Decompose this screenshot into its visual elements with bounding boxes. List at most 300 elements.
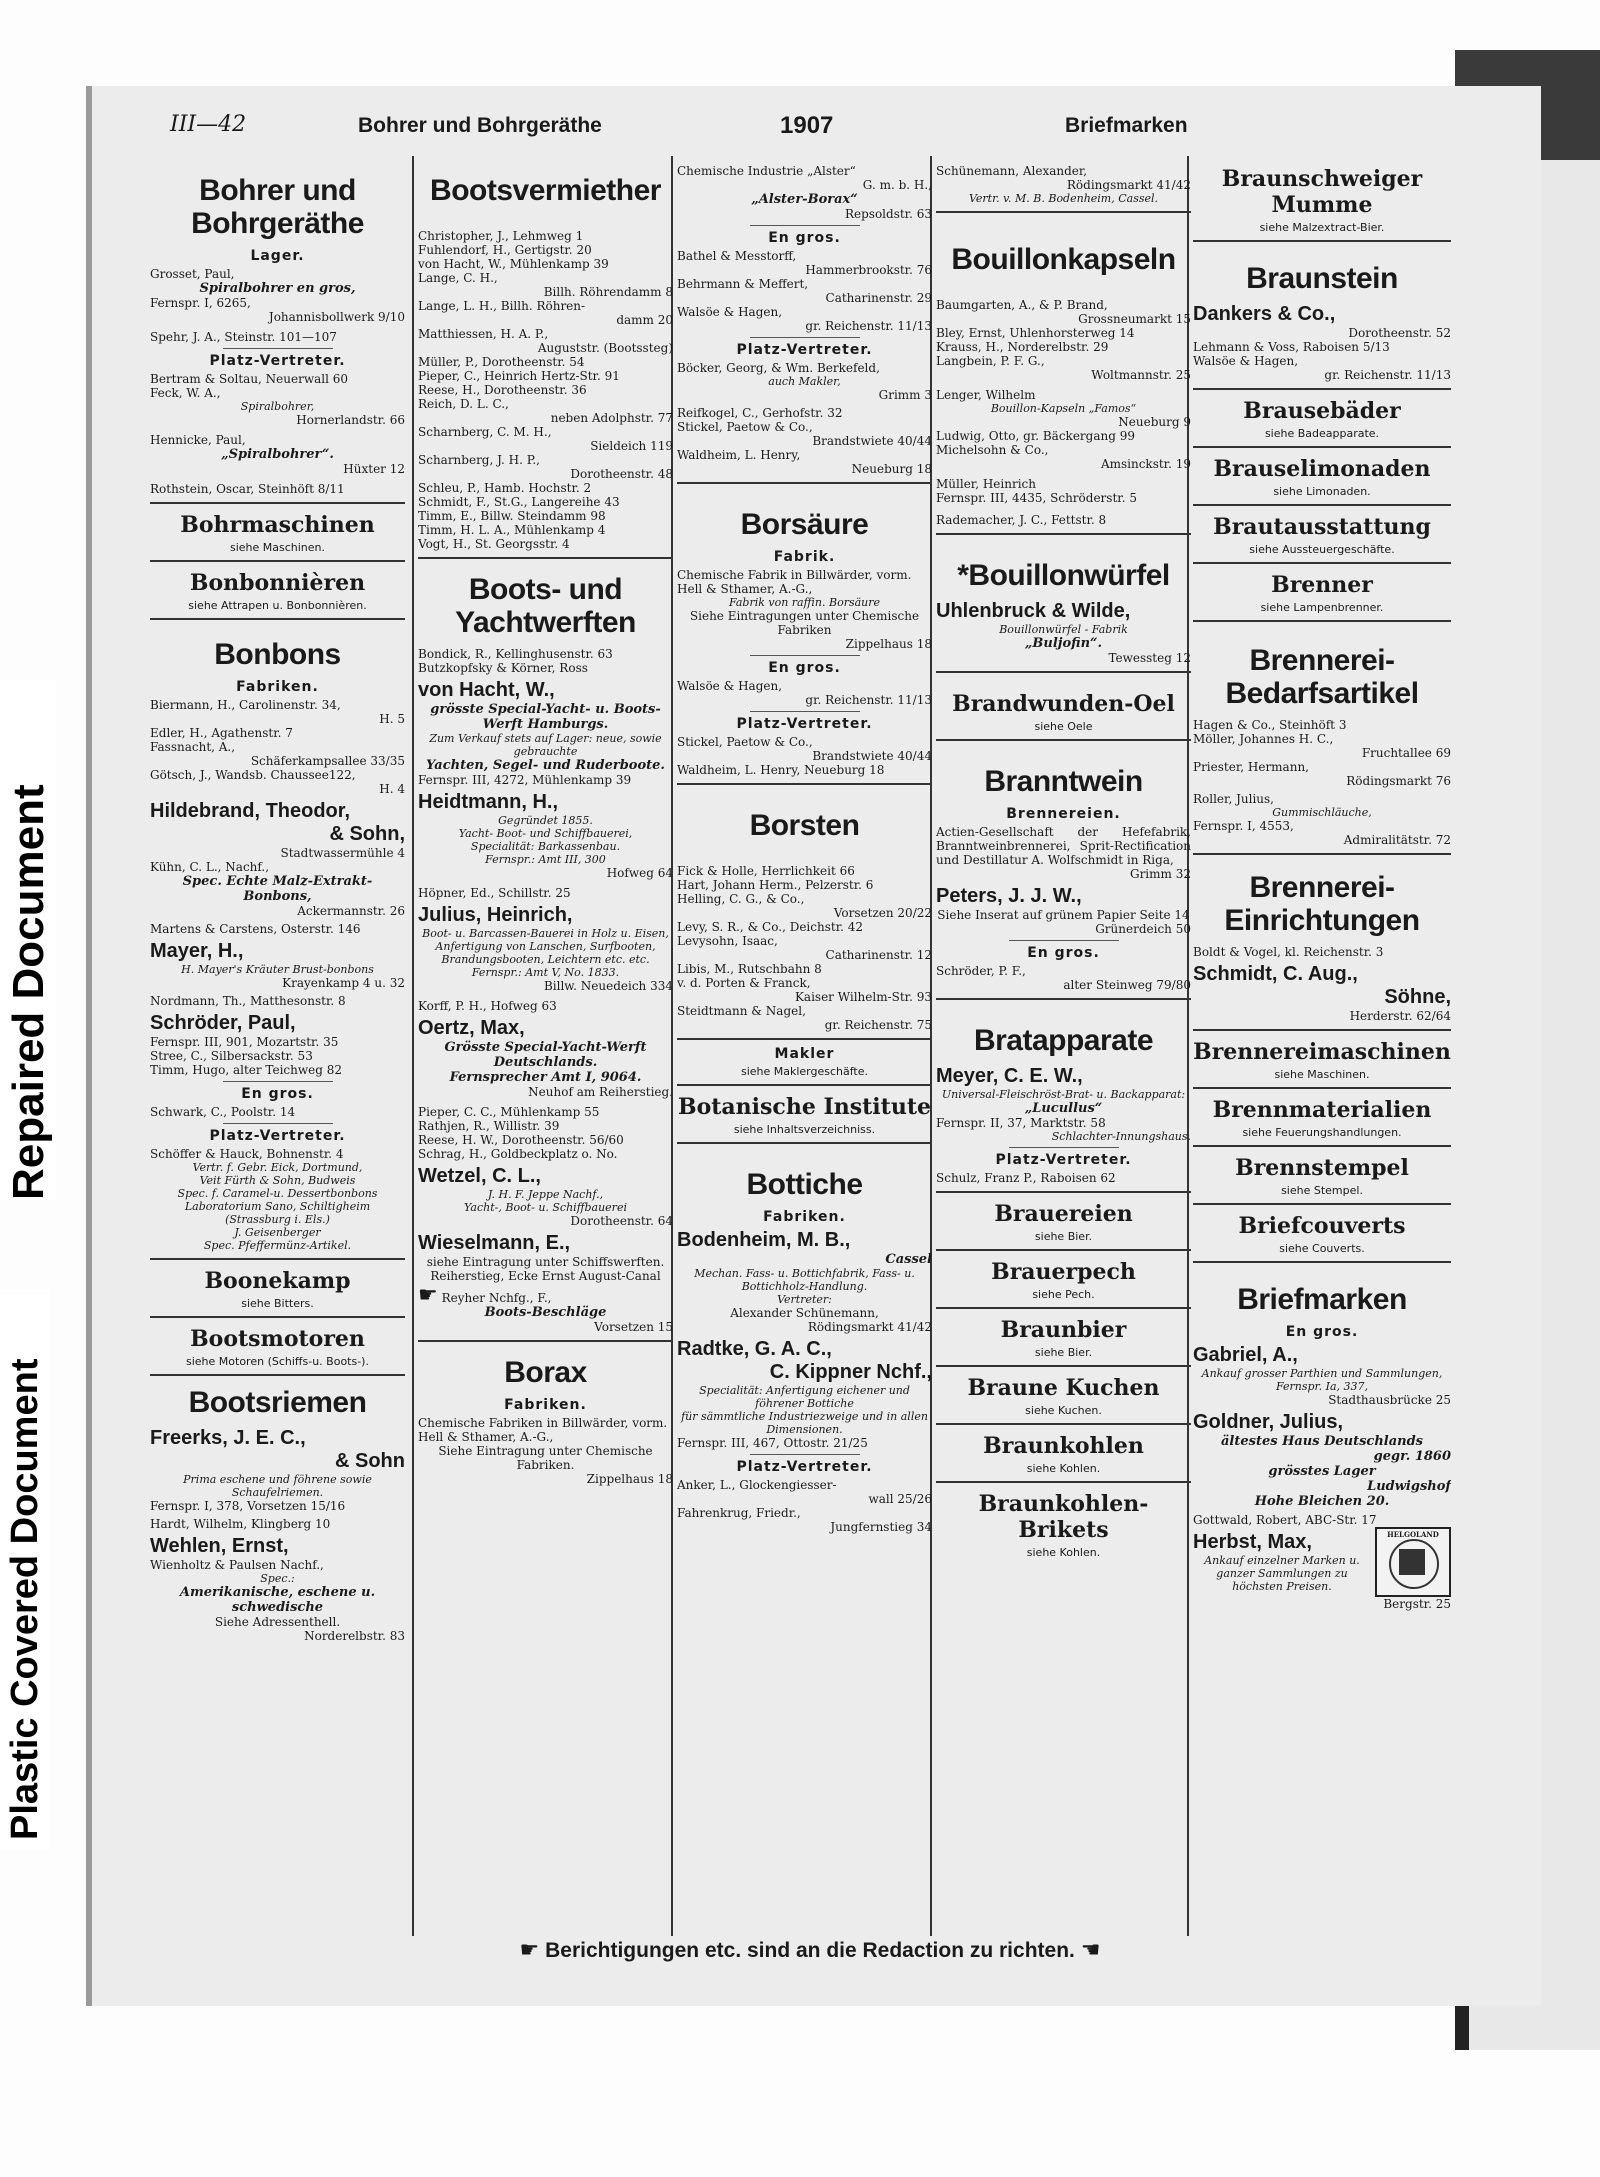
entry-specialty: Yachten, Segel- und Ruderboote. [426,758,665,773]
sub-heading: Fabriken. [236,679,319,695]
entry-note: Spec.: [260,1572,295,1585]
cross-ref-heading: Brauselimonaden [1213,456,1431,482]
sub-heading: En gros. [768,230,841,246]
sub-heading: Lager. [250,248,305,264]
pointing-hand-icon: ☛ [418,1283,438,1308]
entry-address: Hammerbrookstr. 76 [805,263,932,277]
entry: Roller, Julius, [1193,792,1274,806]
entry-specialty: Prima eschene und föhrene sowie Schaufelriemen. [183,1473,372,1499]
entry-address: Amsinckstr. 19 [1100,457,1191,471]
entry-note: Mechan. Fass- u. Bottichfabrik, Fass- u. Bottichholz-Handlung. [694,1267,915,1293]
entry-address: Zippelhaus 18 [845,637,932,651]
cross-ref: siehe Badeapparate. [1264,427,1380,440]
divider [1193,1087,1451,1089]
stamp-illustration [1375,1527,1451,1597]
divider [418,557,673,559]
column-5 [1193,156,1451,1936]
firm-name: Herbst, Max, [1193,1531,1312,1553]
entry-note: Ankauf einzelner Marken u. ganzer Sammlungen zu höchsten Preisen. [1204,1554,1360,1593]
divider [1193,504,1451,506]
firm-name: & Sohn [335,1450,405,1472]
entry: Fassnacht, A., [150,740,236,754]
entry-note: Boot- u. Barcassen-Bauerei in Holz u. Eisen, [422,927,669,940]
entry-address: Sieldeich 119 [590,439,673,453]
entry-specialty: Amerikanische, eschene u. schwedische [179,1585,376,1615]
entry: Götsch, J., Wandsb. Chaussee122, [150,768,356,782]
divider [1009,1147,1119,1148]
entry-phone: Fernspr. I, 6265, [150,296,251,310]
entry: Michelsohn & Co., [936,443,1049,457]
side-label-repaired-text: Repaired Document [4,784,53,1200]
entry-note: Fernspr.: Amt V, No. 1833. [471,966,620,979]
divider [1193,562,1451,564]
entry: von Hacht, W., Mühlenkamp 39 [418,257,609,271]
entry: Christopher, J., Lehmweg 1 [418,229,584,243]
entry-note: Universal-Fleischröst-Brat- u. Backapparat: [941,1088,1186,1101]
entry: Actien-Gesellschaft der Hefefabrik, Branntweinbrennerei, Sprit-Rectification und Destillatur A. Wolfschmidt in Riga, [936,825,1191,867]
entry-specialty: Spec. Echte Malz-Extrakt-Bonbons, [182,874,373,904]
entry-address: gr. Reichenstr. 75 [824,1018,932,1032]
entry: Wienholtz & Paulsen Nachf., [150,1558,324,1572]
divider [677,1038,932,1040]
pointing-hand-icon: ☛ [519,1938,540,1963]
firm-name: Mayer, H., [150,940,244,962]
divider [936,1423,1191,1425]
entry-address: Billw. Neuedeich 334 [543,979,673,993]
cross-ref: siehe Kuchen. [1025,1404,1102,1417]
entry-address: Fruchtallee 69 [1361,746,1451,760]
entry-address: Rödingsmarkt 41/42 [1066,178,1191,192]
divider [1193,388,1451,390]
firm-name: Heidtmann, H., [418,791,559,813]
entry-address: damm 20 [616,313,673,327]
divider [150,1374,405,1376]
entry: Biermann, H., Carolinenstr. 34, [150,698,341,712]
entry-address: gr. Reichenstr. 11/13 [805,319,932,333]
cross-ref-heading: Brennmaterialien [1212,1097,1432,1123]
entry: Spehr, J. A., Steinstr. 101—107 [150,330,337,344]
entry: Lange, C. H., [418,271,498,285]
entry-note: Zum Verkauf stets auf Lager: neue, sowie gebrauchte [429,732,662,758]
firm-name: Radtke, G. A. C., [677,1338,832,1360]
section-heading: Branntwein [984,765,1143,798]
entry-note: Spec. Pfeffermünz-Artikel. [203,1239,352,1252]
divider [936,998,1191,1000]
cross-ref-heading: Boonekamp [204,1268,351,1294]
entry: Chemische Fabrik in Billwärder, vorm. Hell & Sthamer, A.-G., [677,568,912,596]
spacer [677,850,932,864]
cross-ref-heading: Botanische Institute [678,1094,931,1120]
entry-note: auch Makler, [768,375,841,388]
entry-address: Catharinenstr. 12 [825,948,932,962]
entry: Schünemann, Alexander, [936,164,1088,178]
footer-text: Berichtigungen etc. sind an die Redaction zu richten. [545,1939,1075,1962]
firm-name: Dankers & Co., [1193,303,1336,325]
cross-ref: siehe Maschinen. [229,541,326,554]
firm-name: Goldner, Julius, [1193,1411,1344,1433]
firm-name: & Sohn, [329,823,405,845]
entry-address: Neueburg 9 [1118,415,1191,429]
side-label-plastic [0,1290,50,1850]
entry-address: Dorotheenstr. 52 [1348,326,1451,340]
entry: Lenger, Wilhelm [936,388,1036,402]
divider [936,1481,1191,1483]
firm-name: Wehlen, Ernst, [150,1535,289,1557]
entry-address: Hofweg 64 [606,866,673,880]
entry-address: Neueburg 18 [851,462,932,476]
divider [1193,620,1451,622]
entry-address: Dorotheenstr. 48 [570,467,673,481]
column-2 [418,156,673,1936]
entry-specialty: „Spiralbohrer“. [221,447,334,462]
entry-address: Neuhof am Reiherstieg. [528,1085,673,1099]
cross-ref: siehe Bier. [1034,1230,1093,1243]
entry-note: Alexander Schünemann, [730,1306,879,1320]
cross-ref: siehe Pech. [1032,1288,1095,1301]
section-heading: Bohrer und Bohrgeräthe [191,174,364,240]
firm-name: Wetzel, C. L., [418,1165,541,1187]
entry: Krauss, H., Norderelbstr. 29 [936,340,1109,354]
entry: Grosset, Paul, [150,267,235,281]
cross-ref-heading: Bootsmotoren [190,1326,365,1352]
divider [150,618,405,620]
entry-note: Siehe Eintragung unter Chemische Fabriken. [438,1444,653,1472]
section-heading: Bootsvermiether [430,174,661,207]
sub-heading: En gros. [1027,945,1100,961]
entry-note: Siehe Adressenthell. [214,1615,341,1629]
column-4 [936,156,1191,1936]
entry-address: H. 4 [379,782,405,796]
cross-ref-heading: Braunkohlen-Brikets [978,1491,1149,1543]
sub-heading: Fabrik. [773,549,836,565]
section-heading: Briefmarken [1237,1283,1407,1316]
entry-phone: Fernspr. III, 901, Mozartstr. 35 [150,1035,339,1049]
entry: Reich, D. L. C., [418,397,509,411]
entry-address: Tewessteg 12 [1108,651,1191,665]
cross-ref: siehe Kohlen. [1026,1462,1101,1475]
entry-address: G. m. b. H., [862,178,932,192]
entry: Böcker, Georg, & Wm. Berkefeld, [677,361,880,375]
entry: Stickel, Paetow & Co., [677,735,813,749]
divider [1193,240,1451,242]
entry-specialty: Grösste Special-Yacht-Werft Deutschlands. [444,1040,647,1070]
entry-note: J. H. F. Jeppe Nachf., [487,1188,604,1201]
section-heading: Brennerei-Einrichtungen [1224,871,1420,937]
entry-address: Bergstr. 25 [1383,1597,1451,1611]
entry-address: Repsoldstr. 63 [844,207,932,221]
entry-address: Auguststr. (Bootssteg) [537,341,673,355]
entry-note: Anfertigung von Lanschen, Surfbooten, [435,940,656,953]
divider [1193,446,1451,448]
entry: Walsöe & Hagen, [1193,354,1299,368]
entry: Langbein, P. F. G., [936,354,1045,368]
entry: Waldheim, L. Henry, Neueburg 18 [677,763,885,777]
sub-heading: En gros. [241,1086,314,1102]
entry: Scharnberg, C. M. H., [418,425,552,439]
divider [418,1340,673,1342]
entry: Hennicke, Paul, [150,433,246,447]
entry-address: Vorsetzen 15 [594,1320,673,1334]
divider [150,1316,405,1318]
cross-ref: siehe Limonaden. [1273,485,1371,498]
divider [936,739,1191,741]
entry-address: Brandstwiete 40/44 [812,434,932,448]
entry: Pieper, C., Heinrich Hertz-Str. 91 [418,369,620,383]
entry-address: Ackermannstr. 26 [297,904,405,918]
entry: Hagen & Co., Steinhöft 3 [1193,718,1347,732]
entry-address: Dorotheenstr. 64 [570,1214,673,1228]
sub-heading: En gros. [768,660,841,676]
entry-address: Woltmannstr. 25 [1091,368,1191,382]
section-heading: Bratapparate [973,1024,1154,1057]
entry-address: Jungfernstieg 34 [830,1520,932,1534]
cross-ref-heading: Brausebäder [1243,398,1401,424]
entry-note: Fabrik von raffin. Borsäure [728,596,881,609]
firm-name: Söhne, [1384,986,1451,1008]
entry-note: Veit Fürth & Sohn, Budweis [199,1174,356,1187]
cross-ref-heading: Braunschweiger Mumme [1221,166,1423,218]
entry: Chemische Industrie „Alster“ [677,164,856,178]
cross-ref-heading: Makler [774,1046,835,1062]
entry: Korff, P. H., Hofweg 63 [418,999,557,1013]
cross-ref-heading: Bohrmaschinen [180,512,375,538]
sub-heading: Brennereien. [1006,806,1121,822]
entry: Pieper, C. C., Mühlenkamp 55 [418,1105,600,1119]
entry-address: gr. Reichenstr. 11/13 [1324,368,1451,382]
cross-ref-heading: Briefcouverts [1238,1213,1406,1239]
side-label-plastic-text: Plastic Covered Document [4,1358,46,1840]
cross-ref-heading: Brennereimaschinen [1193,1039,1451,1065]
entry-note: Gummischläuche, [1272,806,1372,819]
firm-city: Cassel [885,1252,932,1267]
divider [936,533,1191,535]
divider [750,225,860,226]
entry-address: Herderstr. 62/64 [1349,1009,1451,1023]
entry-address: wall 25/26 [868,1492,932,1506]
entry-address: Vorsetzen 20/22 [833,906,932,920]
entry: Feck, W. A., [150,386,221,400]
stamp-caption: HELGOLAND [1387,1530,1439,1539]
entry-address: Stadtwassermühle 4 [280,846,405,860]
entry-specialty: „Lucullus“ [1024,1101,1103,1116]
entry: Walsöe & Hagen, [677,679,783,693]
entry: Timm, Hugo, alter Teichweg 82 [150,1063,343,1077]
entry: Schwark, C., Poolstr. 14 [150,1105,296,1119]
entry-note: Brandungsbooten, Leichtern etc. etc. [441,953,650,966]
page-footer [140,1938,1480,1963]
entry-address: H. 5 [379,712,405,726]
entry-note: Fernspr. Ia, 337, [1275,1380,1368,1393]
entry: Levy, S. R., & Co., Deichstr. 42 [677,920,864,934]
entry-phone: Fernspr. II, 37, Marktstr. 58 [936,1116,1106,1130]
divider [750,337,860,338]
divider [150,502,405,504]
entry-address: Norderelbstr. 83 [304,1629,405,1643]
entry-note: Ankauf grosser Parthien und Sammlungen, [1201,1367,1443,1380]
entry: Kühn, C. L., Nachf., [150,860,270,874]
entry-specialty: gegr. 1860 [1373,1449,1451,1464]
divider [677,783,932,785]
entry-note: J. Geisenberger [234,1226,321,1239]
cross-ref: siehe Kohlen. [1026,1546,1101,1559]
cross-ref-heading: Brauereien [994,1201,1133,1227]
cross-ref: siehe Inhaltsverzeichniss. [733,1123,876,1136]
entry-note: Fernspr.: Amt III, 300 [485,853,606,866]
entry-note: Gegründet 1855. [498,814,593,827]
entry-address: Admiralitätstr. 72 [1343,833,1451,847]
entry-specialty: grösste Special-Yacht- u. Boots-Werft Hamburgs. [430,702,661,732]
entry: Steidtmann & Nagel, [677,1004,806,1018]
entry-specialty: Spiralbohrer en gros, [199,281,356,296]
entry: Levysohn, Isaac, [677,934,778,948]
sub-heading: Platz-Vertreter. [736,716,873,732]
entry-note: Yacht- Boot- und Schiffbauerei, [458,827,633,840]
cross-ref: siehe Motoren (Schiffs-u. Boots-). [186,1355,369,1368]
cross-ref: siehe Aussteuergeschäfte. [1249,543,1395,556]
divider [1193,853,1451,855]
entry-address: Kaiser Wilhelm-Str. 93 [794,990,932,1004]
sub-heading: Platz-Vertreter. [995,1152,1132,1168]
cross-ref-heading: Braune Kuchen [967,1375,1160,1401]
divider [1193,1261,1451,1263]
cross-ref-heading: Braunkohlen [983,1433,1144,1459]
entry-address: Zippelhaus 18 [586,1472,673,1486]
entry: Lehmann & Voss, Raboisen 5/13 [1193,340,1390,354]
entry: Matthiessen, H. A. P., [418,327,549,341]
entry-note: Vertr. f. Gebr. Eick, Dortmund, [192,1161,363,1174]
entry: Hart, Johann Herm., Pelzerstr. 6 [677,878,874,892]
cross-ref-heading: Brenner [1271,572,1373,598]
column-3 [677,156,932,1936]
cross-ref: siehe Maschinen. [1274,1068,1370,1081]
entry: Müller, Heinrich [936,477,1036,491]
cross-ref-heading: Brautausstattung [1213,514,1431,540]
entry-phone: Fernspr. III, 4435, Schröderstr. 5 [936,491,1137,505]
sub-heading: Platz-Vertreter. [209,1128,346,1144]
entry-phone: Fernspr. I, 378, Vorsetzen 15/16 [150,1499,346,1513]
entry: Bertram & Soltau, Neuerwall 60 [150,372,349,386]
sub-heading: Platz-Vertreter. [736,1459,873,1475]
entry: Reifkogel, C., Gerhofstr. 32 [677,406,843,420]
firm-name: von Hacht, W., [418,679,555,701]
section-heading: Borsäure [740,508,869,541]
cross-ref-heading: Brauerpech [991,1259,1136,1285]
entry: Fick & Holle, Herrlichkeit 66 [677,864,855,878]
entry-note: Specialität: Anfertigung eichener und föhrener Bottiche [699,1384,910,1410]
divider [1193,1145,1451,1147]
divider [936,211,1191,213]
section-heading: Borsten [749,809,860,842]
entry: Timm, H. L. A., Mühlenkamp 4 [418,523,606,537]
pointing-hand-left-icon: ☚ [1080,1938,1101,1963]
header-right-title: Briefmarken [1065,114,1188,137]
firm-name: Peters, J. J. W., [936,885,1082,907]
entry-note: Yacht-, Boot- u. Schiffbauerei [464,1201,627,1214]
entry-address: Hornerlandstr. 66 [296,413,405,427]
page-number: III—42 [170,112,247,137]
cross-ref: siehe Malzextract-Bier. [1259,221,1385,234]
columns [140,156,1480,1936]
entry-specialty: „Buljofin“. [1024,636,1103,651]
entry-note: Siehe Inserat auf grünem Papier Seite 14 [937,908,1190,922]
divider [750,655,860,656]
entry-address: Hüxter 12 [343,462,405,476]
entry: Libis, M., Rutschbahn 8 [677,962,822,976]
entry-address: Rödingsmarkt 41/42 [807,1320,932,1334]
entry: Martens & Carstens, Osterstr. 146 [150,922,361,936]
entry-specialty: grösstes Lager [1268,1464,1376,1479]
section-heading: Brennerei-Bedarfsartikel [1225,644,1419,710]
entry: Bathel & Messtorff, [677,249,797,263]
entry-address: Schäferkampsallee 33/35 [250,754,405,768]
entry: Müller, P., Dorotheenstr. 54 [418,355,585,369]
entry-note: Vertr. v. M. B. Bodenheim, Cassel. [968,192,1159,205]
cross-ref-heading: Brandwunden-Oel [952,691,1175,717]
header-left-title: Bohrer und Bohrgeräthe [358,114,602,137]
sub-heading: En gros. [1285,1324,1359,1340]
entry-note: Vertreter: [777,1293,832,1306]
entry-note: Reiherstieg, Ecke Ernst August-Canal [430,1269,661,1283]
entry: Timm, E., Billw. Steindamm 98 [418,509,606,523]
firm-name: Freerks, J. E. C., [150,1427,306,1449]
entry: Schmidt, F., St.G., Langereihe 43 [418,495,620,509]
entry-note: Laboratorium Sano, Schiltigheim [184,1200,371,1213]
cross-ref: siehe Couverts. [1279,1242,1365,1255]
entry: Chemische Fabriken in Billwärder, vorm. Hell & Sthamer, A.-G., [418,1416,668,1444]
entry: Stickel, Paetow & Co., [677,420,813,434]
entry-phone: Fernspr. III, 4272, Mühlenkamp 39 [418,773,632,787]
section-heading: Bootsriemen [188,1386,367,1419]
spacer [936,284,1191,298]
divider [936,1307,1191,1309]
section-heading: Bonbons [214,638,341,671]
entry: Vogt, H., St. Georgsstr. 4 [418,537,570,551]
entry-address: Stadthausbrücke 25 [1328,1393,1451,1407]
entry-address: neben Adolphstr. 77 [550,411,673,425]
divider [936,671,1191,673]
cross-ref: siehe Bitters. [241,1297,314,1310]
section-heading: Braunstein [1246,262,1398,295]
entry-note: Bouillonwürfel - Fabrik [999,623,1128,636]
entry: Priester, Hermann, [1193,760,1309,774]
entry-address: Grimm 3 [878,388,932,402]
divider [150,560,405,562]
firm-name: Gabriel, A., [1193,1344,1298,1366]
entry-phone: Fernspr. III, 467, Ottostr. 21/25 [677,1436,868,1450]
entry: Fahrenkrug, Friedr., [677,1506,801,1520]
entry: Lange, L. H., Billh. Röhren- [418,299,586,313]
entry: Walsöe & Hagen, [677,305,783,319]
firm-name: Schmidt, C. Aug., [1193,963,1358,985]
cross-ref: siehe Attrapen u. Bonbonnièren. [188,599,367,612]
divider [150,1258,405,1260]
entry: Höpner, Ed., Schillstr. 25 [418,886,571,900]
entry: Bondick, R., Kellinghusenstr. 63 [418,647,613,661]
entry-note: (Strassburg i. Els.) [225,1213,330,1226]
entry-specialty: „Alster-Borax“ [751,192,858,207]
entry: Baumgarten, A., & P. Brand, [936,298,1108,312]
firm-name: Julius, Heinrich, [418,904,573,926]
entry [418,1283,673,1308]
entry: Nordmann, Th., Matthesonstr. 8 [150,994,346,1008]
firm-name: Schröder, Paul, [150,1012,296,1034]
cross-ref: siehe Maklergeschäfte. [740,1065,869,1078]
firm-name: Wieselmann, E., [418,1232,571,1254]
spacer [418,215,673,229]
entry: Hardt, Wilhelm, Klingberg 10 [150,1517,331,1531]
entry-address: gr. Reichenstr. 11/13 [805,693,932,707]
entry: Bley, Ernst, Uhlenhorsterweg 14 [936,326,1135,340]
